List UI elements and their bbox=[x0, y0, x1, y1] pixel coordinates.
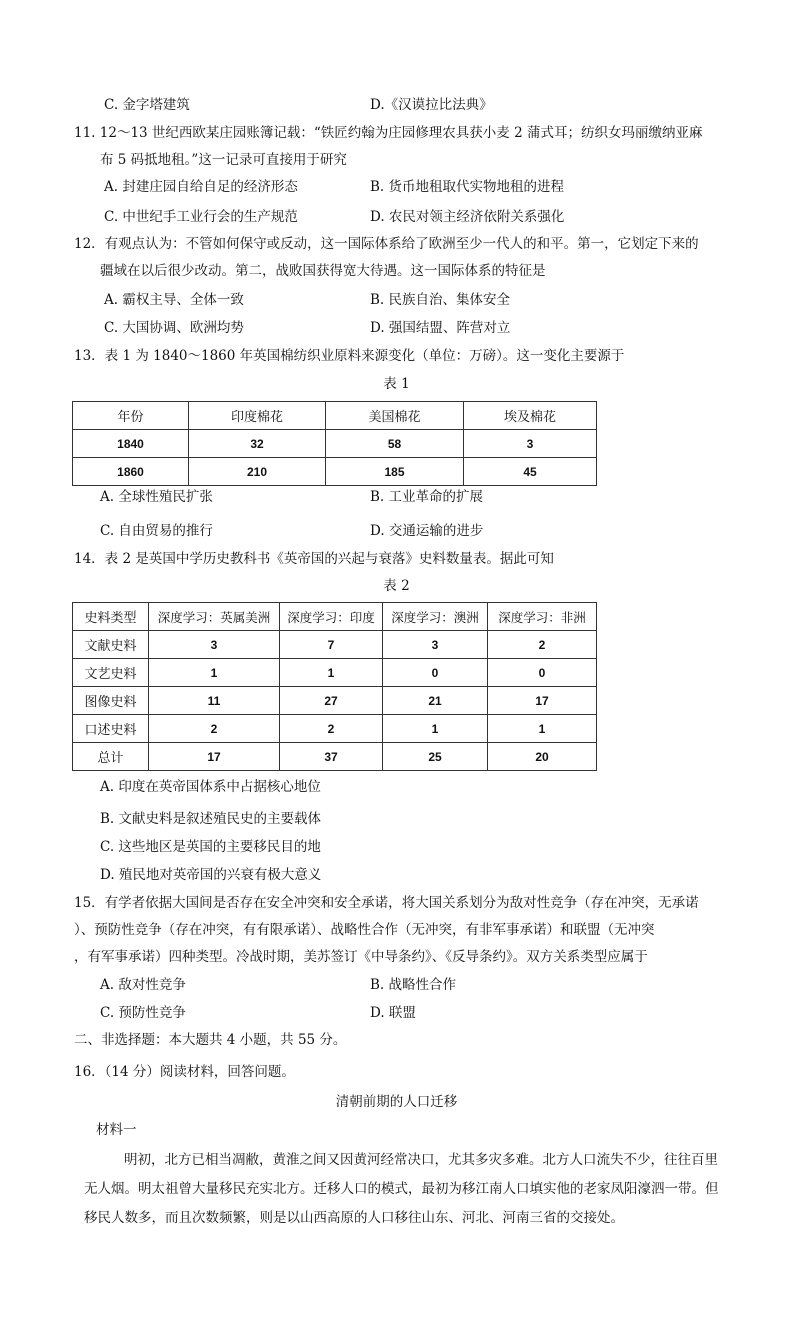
table-cell: 1 bbox=[149, 659, 280, 687]
table-cell: 25 bbox=[383, 743, 488, 771]
table-row bbox=[73, 458, 597, 486]
table-cell: 11 bbox=[149, 687, 280, 715]
table-cell: 总计 bbox=[73, 743, 149, 771]
table-cell: 210 bbox=[189, 458, 326, 486]
table1-caption: 表 1 bbox=[383, 376, 410, 392]
table-cell: 2 bbox=[280, 715, 383, 743]
q13-option-d: D. 交通运输的进步 bbox=[370, 523, 484, 539]
q14-option-c: C. 这些地区是英国的主要移民目的地 bbox=[100, 839, 321, 855]
q15-stem-line3: ，有军事承诺）四种类型。冷战时期，美苏签订《中导条约》、《反导条约》。双方关系类型应属于 bbox=[74, 949, 648, 965]
table-cell: 口述史料 bbox=[73, 715, 149, 743]
table-header-cell: 深度学习：非洲 bbox=[488, 603, 597, 631]
q16-stem: 16．（14 分）阅读材料，回答问题。 bbox=[74, 1064, 295, 1080]
table-row bbox=[73, 631, 597, 659]
q11-option-a: A. 封建庄园自给自足的经济形态 bbox=[104, 179, 298, 195]
table-cell: 1 bbox=[488, 715, 597, 743]
q13-stem: 13．表 1 为 1840～1860 年英国棉纺织业原料来源变化（单位：万磅）。这一变化主要源于 bbox=[74, 348, 625, 364]
q11-stem-line1: 11. 12～13 世纪西欧某庄园账簿记载：“铁匠约翰为庄园修理农具获小麦 2 蒲式耳；纺织女玛丽缴纳亚麻 bbox=[74, 125, 703, 141]
q12-stem-line1: 12．有观点认为：不管如何保守或反动，这一国际体系给了欧洲至少一代人的和平。第一，它划定下来的 bbox=[74, 236, 699, 252]
table-cell: 45 bbox=[464, 458, 597, 486]
table-header-cell: 年份 bbox=[73, 402, 189, 430]
material-paragraph: 明初，北方已相当凋敝，黄淮之间又因黄河经常决口，尤其多灾多难。北方人口流失不少，往往百里无人烟。明太祖曾大量移民充实北方。迁移人口的模式，最初为移江南人口填实他的老家凤阳濠泗一带。但移民人数多，而且次数频繁，则是以山西高原的人口移往山东、河北、河南三省的交接处。 bbox=[84, 1152, 719, 1226]
table-header-cell: 印度棉花 bbox=[189, 402, 326, 430]
table-cell: 0 bbox=[488, 659, 597, 687]
table-cell: 2 bbox=[488, 631, 597, 659]
table-cell: 2 bbox=[149, 715, 280, 743]
q15-option-a: A. 敌对性竞争 bbox=[100, 977, 186, 993]
q14-stem: 14．表 2 是英国中学历史教科书《英帝国的兴起与衰落》史料数量表。据此可知 bbox=[74, 551, 554, 567]
table-cell: 文献史料 bbox=[73, 631, 149, 659]
q12-option-b: B. 民族自治、集体安全 bbox=[370, 292, 511, 308]
table-cell: 17 bbox=[149, 743, 280, 771]
table-header-cell: 美国棉花 bbox=[326, 402, 464, 430]
q11-stem-line2: 布 5 码抵地租。”这一记录可直接用于研究 bbox=[100, 152, 347, 168]
table-header-row bbox=[73, 402, 597, 430]
q13-option-b: B. 工业革命的扩展 bbox=[370, 489, 484, 505]
q15-option-b: B. 战略性合作 bbox=[370, 977, 457, 993]
q12-option-c: C. 大国协调、欧洲均势 bbox=[104, 320, 244, 336]
q15-option-c: C. 预防性竞争 bbox=[100, 1005, 186, 1021]
q11-option-b: B. 货币地租取代实物地租的进程 bbox=[370, 179, 565, 195]
q12-option-a: A. 霸权主导、全体一致 bbox=[104, 292, 244, 308]
table-cell: 文艺史料 bbox=[73, 659, 149, 687]
q14-option-b: B. 文献史料是叙述殖民史的主要载体 bbox=[100, 811, 322, 827]
table-cell: 1860 bbox=[73, 458, 189, 486]
table-cell: 37 bbox=[280, 743, 383, 771]
table-cell: 21 bbox=[383, 687, 488, 715]
section-heading: 二、非选择题：本大题共 4 小题，共 55 分。 bbox=[74, 1032, 347, 1048]
table-cell: 32 bbox=[189, 430, 326, 458]
q12-stem-line2: 疆域在以后很少改动。第二，战败国获得宽大待遇。这一国际体系的特征是 bbox=[100, 263, 546, 279]
table-header-cell: 深度学习：印度 bbox=[280, 603, 383, 631]
table-cell: 7 bbox=[280, 631, 383, 659]
q11-option-d: D. 农民对领主经济依附关系强化 bbox=[370, 209, 565, 225]
q13-option-a: A. 全球性殖民扩张 bbox=[100, 489, 213, 505]
q10-option-c: C. 金字塔建筑 bbox=[104, 97, 190, 113]
table-cell: 20 bbox=[488, 743, 597, 771]
material-title: 清朝前期的人口迁移 bbox=[335, 1094, 458, 1110]
table-cell: 1 bbox=[280, 659, 383, 687]
table-header-cell: 史料类型 bbox=[73, 603, 149, 631]
table2 bbox=[72, 602, 597, 771]
table-cell: 3 bbox=[149, 631, 280, 659]
table-row bbox=[73, 659, 597, 687]
table2-caption: 表 2 bbox=[383, 578, 410, 594]
table-cell: 1840 bbox=[73, 430, 189, 458]
q14-option-d: D. 殖民地对英帝国的兴衰有极大意义 bbox=[100, 867, 322, 883]
q15-stem-line1: 15．有学者依据大国间是否存在安全冲突和安全承诺，将大国关系划分为敌对性竞争（存在冲突，无承诺 bbox=[74, 895, 699, 911]
q13-option-c: C. 自由贸易的推行 bbox=[100, 523, 213, 539]
table-cell: 17 bbox=[488, 687, 597, 715]
table-cell: 图像史料 bbox=[73, 687, 149, 715]
table-cell: 185 bbox=[326, 458, 464, 486]
table-header-cell: 埃及棉花 bbox=[464, 402, 597, 430]
table-cell: 0 bbox=[383, 659, 488, 687]
q12-option-d: D. 强国结盟、阵营对立 bbox=[370, 320, 511, 336]
table-cell: 1 bbox=[383, 715, 488, 743]
table-header-row bbox=[73, 603, 597, 631]
table-cell: 3 bbox=[464, 430, 597, 458]
table-cell: 58 bbox=[326, 430, 464, 458]
table-header-cell: 深度学习：澳洲 bbox=[383, 603, 488, 631]
q14-option-a: A. 印度在英帝国体系中占据核心地位 bbox=[100, 779, 321, 795]
table-header-cell: 深度学习：英属美洲 bbox=[149, 603, 280, 631]
table-row bbox=[73, 743, 597, 771]
q11-option-c: C. 中世纪手工业行会的生产规范 bbox=[104, 209, 298, 225]
table-cell: 27 bbox=[280, 687, 383, 715]
table-row bbox=[73, 687, 597, 715]
q15-stem-line2: ）、预防性竞争（存在冲突，有有限承诺）、战略性合作（无冲突，有非军事承诺）和联盟（无冲突 bbox=[74, 922, 655, 938]
table-cell: 3 bbox=[383, 631, 488, 659]
table1 bbox=[72, 401, 597, 486]
material-label: 材料一 bbox=[96, 1122, 137, 1138]
q10-option-d: D.《汉谟拉比法典》 bbox=[370, 97, 493, 113]
q15-option-d: D. 联盟 bbox=[370, 1005, 416, 1021]
table-row bbox=[73, 430, 597, 458]
table-row bbox=[73, 715, 597, 743]
